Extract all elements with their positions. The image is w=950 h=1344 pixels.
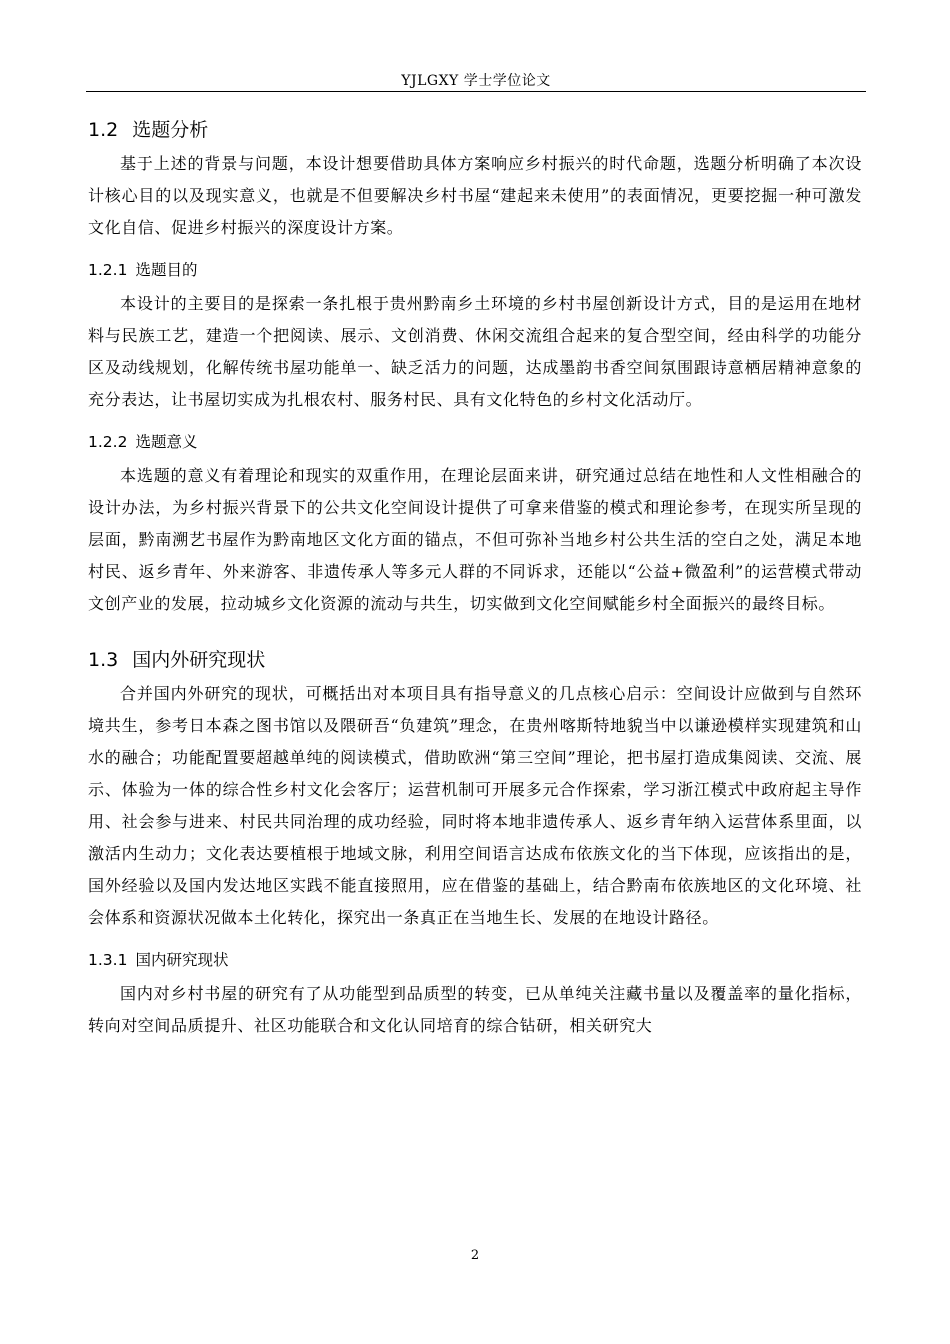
section-title: 国内外研究现状 bbox=[132, 649, 266, 671]
subsection-title: 选题意义 bbox=[135, 433, 198, 451]
page-number: 2 bbox=[470, 1248, 480, 1263]
section-title: 选题分析 bbox=[132, 119, 209, 141]
section-number: 1.3 bbox=[88, 649, 119, 671]
subsection-title: 国内研究现状 bbox=[135, 951, 229, 969]
subsection-number: 1.3.1 bbox=[88, 951, 128, 969]
document-body bbox=[88, 112, 862, 1042]
subsection-heading-1-2-2 bbox=[88, 424, 862, 460]
paragraph-1-2-2: 本选题的意义有着理论和现实的双重作用，在理论层面来讲，研究通过总结在地性和人文性相融合的设计办法，为乡村振兴背景下的公共文化空间设计提供了可拿来借鉴的模式和理论参考，在现实所呈现的层面，黔南溯艺书屋作为黔南地区文化方面的锚点，不但可弥补当地乡村公共生活的空白之处，满足本地村民、返乡青年、外来游客、非遗传承人等多元人群的不同诉求，还能以“公益+微盈利”的运营模式带动文创产业的发展，拉动城乡文化资源的流动与共生，切实做到文化空间赋能乡村全面振兴的最终目标。 bbox=[88, 466, 862, 613]
subsection-heading-1-2-1 bbox=[88, 252, 862, 288]
subsection-number: 1.2.1 bbox=[88, 261, 128, 279]
section-heading-1-2 bbox=[88, 112, 862, 148]
subsection-number: 1.2.2 bbox=[88, 433, 128, 451]
section-heading-1-3 bbox=[88, 642, 862, 678]
section-number: 1.2 bbox=[88, 119, 119, 141]
paragraph-1-2-1: 本设计的主要目的是探索一条扎根于贵州黔南乡土环境的乡村书屋创新设计方式，目的是运用在地材料与民族工艺，建造一个把阅读、展示、文创消费、休闲交流组合起来的复合型空间，经由科学的功能分区及动线规划，化解传统书屋功能单一、缺乏活力的问题，达成墨韵书香空间氛围跟诗意栖居精神意象的充分表达，让书屋切实成为扎根农村、服务村民、具有文化特色的乡村文化活动厅。 bbox=[88, 294, 862, 409]
paragraph-1-2: 基于上述的背景与问题，本设计想要借助具体方案响应乡村振兴的时代命题，选题分析明确了本次设计核心目的以及现实意义，也就是不但要解决乡村书屋“建起来未使用”的表面情况，更要挖掘一种可激发文化自信、促进乡村振兴的深度设计方案。 bbox=[88, 154, 862, 237]
paragraph-1-3: 合并国内外研究的现状，可概括出对本项目具有指导意义的几点核心启示：空间设计应做到与自然环境共生，参考日本森之图书馆以及隈研吾“负建筑”理念，在贵州喀斯特地貌当中以谦逊模样实现建筑和山水的融合；功能配置要超越单纯的阅读模式，借助欧洲“第三空间”理论，把书屋打造成集阅读、交流、展示、体验为一体的综合性乡村文化会客厅；运营机制可开展多元合作探索，学习浙江模式中政府起主导作用、社会参与进来、村民共同治理的成功经验，同时将本地非遗传承人、返乡青年纳入运营体系里面，以激活内生动力；文化表达要植根于地域文脉，利用空间语言达成布依族文化的当下体现，应该指出的是，国外经验以及国内发达地区实践不能直接照用，应在借鉴的基础上，结合黔南布依族地区的文化环境、社会体系和资源状况做本土化转化，探究出一条真正在当地生长、发展的在地设计路径。 bbox=[88, 684, 862, 927]
running-header: YJLGXY 学士学位论文 bbox=[401, 73, 551, 89]
subsection-heading-1-3-1 bbox=[88, 942, 862, 978]
header-rule bbox=[86, 91, 866, 92]
subsection-title: 选题目的 bbox=[135, 261, 198, 279]
paragraph-1-3-1: 国内对乡村书屋的研究有了从功能型到品质型的转变，已从单纯关注藏书量以及覆盖率的量化指标，转向对空间品质提升、社区功能联合和文化认同培育的综合钻研，相关研究大 bbox=[88, 984, 862, 1035]
